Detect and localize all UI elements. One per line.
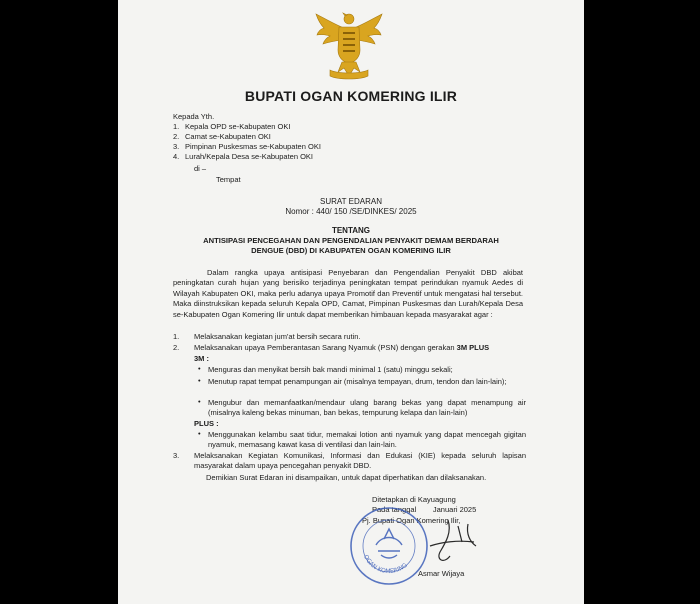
recipient-intro: Kepada Yth. — [173, 112, 215, 121]
item-3-text: Melaksanakan Kegiatan Komunikasi, Informasi dan Edukasi (KIE) kepada seluruh lapisan masyarakat dalam upaya pencegahan penyakit DBD. — [194, 451, 526, 470]
di-label: di – — [194, 164, 207, 173]
recipient-text: Camat se-Kabupaten OKI — [185, 132, 271, 141]
bullet-dot: • — [198, 364, 201, 373]
closing-sentence: Demikian Surat Edaran ini disampaikan, untuk dapat diperhatikan dan dilaksanakan. — [206, 473, 487, 482]
item-3-number: 3. — [173, 451, 180, 460]
letter-sheet — [118, 0, 584, 604]
letter-header: BUPATI OGAN KOMERING ILIR — [244, 88, 458, 104]
list-item — [173, 132, 321, 142]
document-type: SURAT EDARAN — [320, 197, 382, 206]
recipient-list — [173, 122, 321, 162]
signatory-title: Pj. Bupati Ogan Komering Ilir, — [362, 516, 461, 525]
recipient-text: Lurah/Kepala Desa se-Kabupaten OKI — [185, 152, 314, 161]
bullet-text: Mengubur dan memanfaatkan/mendaur ulang barang bekas yang dapat menampung air (misalnya kaleng bekas minuman, ban bekas, tempurung kelapa dan lain-lain) — [208, 398, 526, 417]
list-item — [173, 122, 321, 132]
recipient-text: Pimpinan Puskesmas se-Kabupaten OKI — [185, 142, 321, 151]
list-number: 2. — [173, 132, 180, 141]
item-2-emphasis: 3M PLUS — [456, 343, 490, 352]
list-item — [173, 142, 321, 152]
item-1-number: 1. — [173, 332, 180, 341]
item-1-text: Melaksanakan kegiatan jum'at bersih secara rutin. — [194, 332, 361, 341]
item-2-number: 2. — [173, 343, 180, 352]
sign-date-value: Januari 2025 — [432, 505, 477, 514]
tentang-heading: TENTANG — [331, 226, 371, 235]
bullet-text: Menutup rapat tempat penampungan air (misalnya tempayan, drum, tendon dan lain-lain); — [208, 377, 507, 386]
subject-line-2: DENGUE (DBD) DI KABUPATEN OGAN KOMERING ILIR — [251, 246, 451, 255]
item-2-body: Melaksanakan upaya Pemberantasan Sarang Nyamuk (PSN) dengan gerakan — [194, 343, 455, 352]
plus-label: PLUS : — [194, 419, 219, 428]
sign-place: Ditetapkan di Kayuagung — [372, 495, 456, 504]
bullet-text: Menggunakan kelambu saat tidur, memakai lotion anti nyamuk yang dapat mencegah gigitan nyamuk, memasang kawat kasa di ventilasi dan lain-lain. — [208, 430, 526, 449]
intro-paragraph: Dalam rangka upaya antisipasi Penyebaran dan Pengendalian Penyakit DBD akibat peningkatan curah hujan yang berisiko terjadinya peningkatan tempat perindukan nyamuk Aedes di Wilayah Kabupaten OKI, maka perlu adanya upaya Promotif dan Preventif untuk mengatasi hal tersebut. Maka diinstruksikan kepada seluruh Kepala OPD, Camat, Pimpinan Puskesmas dan Lurah/Kepala Desa se-Kabupaten Ogan Komering Ilir untuk dapat memberikan himbauan kepada masyarakat agar : — [173, 268, 523, 319]
list-item — [173, 152, 321, 162]
document-number: Nomor : 440/ 150 /SE/DINKES/ 2025 — [285, 207, 417, 216]
list-number: 1. — [173, 122, 180, 131]
seal-text: OGAN KOMERING — [362, 553, 409, 576]
signatory-name: Asmar Wijaya — [418, 569, 465, 578]
sign-date-label: Pada tanggal — [372, 505, 417, 514]
list-number: 3. — [173, 142, 180, 151]
bullet-dot: • — [198, 376, 201, 385]
recipient-text: Kepala OPD se-Kabupaten OKI — [185, 122, 291, 131]
list-number: 4. — [173, 152, 180, 161]
tempat-label: Tempat — [216, 175, 241, 184]
bullet-dot: • — [198, 429, 201, 438]
bullet-text: Menguras dan menyikat bersih bak mandi minimal 1 (satu) minggu sekali; — [208, 365, 453, 374]
item-2-text — [194, 343, 489, 353]
3m-label: 3M : — [194, 354, 209, 363]
bullet-dot: • — [198, 397, 201, 406]
subject-line-1: ANTISIPASI PENCEGAHAN DAN PENGENDALIAN PENYAKIT DEMAM BERDARAH — [203, 236, 499, 245]
garuda-emblem-icon — [314, 10, 384, 82]
